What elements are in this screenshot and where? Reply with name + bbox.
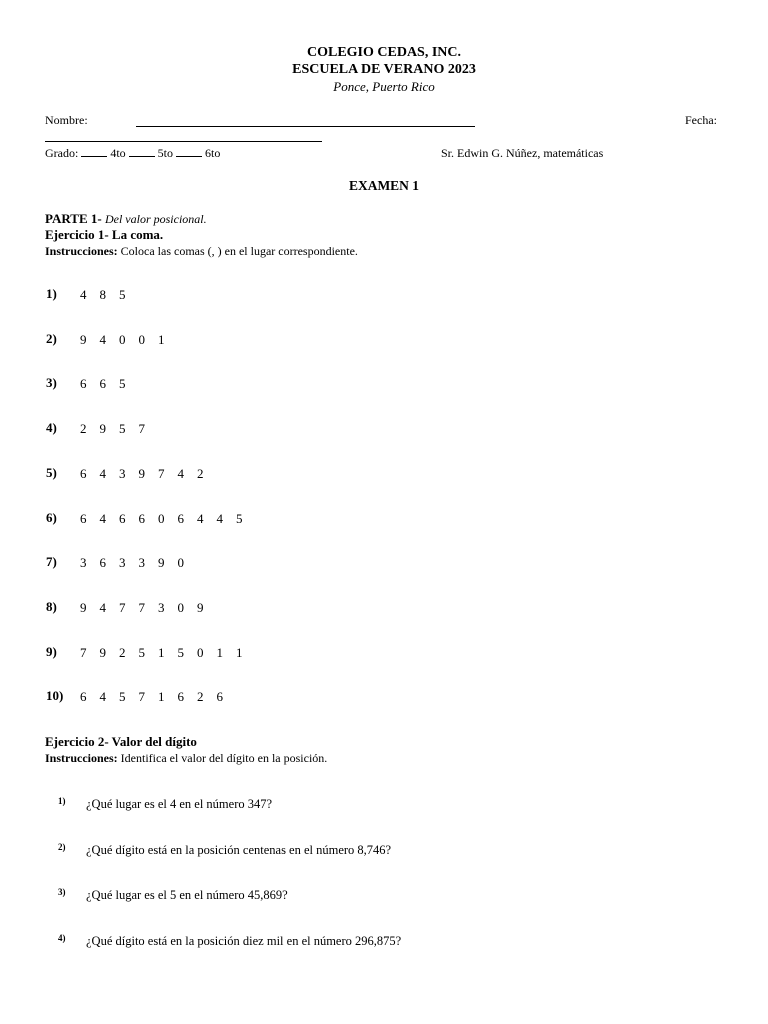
exam-title: EXAMEN 1 bbox=[348, 178, 420, 193]
teacher-name: Sr. Edwin G. Núñez, matemáticas bbox=[441, 146, 604, 160]
exercise1-item-digits: 6 4 6 6 0 6 4 4 5 bbox=[80, 511, 243, 526]
exercise1-item-digits: 3 6 3 3 9 0 bbox=[80, 555, 184, 570]
exercise2-question-label: 3) bbox=[58, 887, 66, 897]
name-field[interactable] bbox=[136, 113, 475, 127]
exercise1-item-digits: 9 4 7 7 3 0 9 bbox=[80, 600, 204, 615]
grade-label: Grado: bbox=[45, 146, 79, 160]
exercise1-item-label: 4) bbox=[46, 420, 57, 435]
exercise1-item-label: 1) bbox=[46, 286, 57, 301]
exercise2-question-text: ¿Qué lugar es el 4 en el número 347? bbox=[86, 797, 273, 811]
grade-option-5to: 5to bbox=[157, 146, 174, 160]
grade-blank-4to[interactable] bbox=[81, 156, 107, 157]
location: Ponce, Puerto Rico bbox=[333, 79, 435, 94]
exercise2-question-label: 4) bbox=[58, 933, 66, 943]
exercise2-instructions-label: Instrucciones: bbox=[45, 751, 118, 765]
exercise2-question-text: ¿Qué dígito está en la posición diez mil en el número 296,875? bbox=[86, 934, 402, 948]
exercise2-question-text: ¿Qué dígito está en la posición centenas en el número 8,746? bbox=[86, 843, 392, 857]
name-label: Nombre: bbox=[45, 113, 88, 127]
part1-subtitle: Del valor posicional. bbox=[104, 212, 207, 226]
exercise1-item-label: 5) bbox=[46, 465, 57, 480]
exercise2-question-label: 2) bbox=[58, 842, 66, 852]
exercise1-item-digits: 6 6 5 bbox=[80, 376, 126, 391]
exercise1-instructions bbox=[45, 244, 358, 259]
date-label: Fecha: bbox=[685, 113, 717, 127]
exercise1-instructions-text: Coloca las comas (, ) en el lugar correspondiente. bbox=[120, 244, 358, 258]
exercise1-item-digits: 4 8 5 bbox=[80, 287, 126, 302]
exercise1-item-digits: 6 4 3 9 7 4 2 bbox=[80, 466, 204, 481]
grade-blank-5to[interactable] bbox=[129, 156, 155, 157]
grade-row bbox=[45, 146, 220, 161]
grade-option-4to: 4to bbox=[110, 146, 126, 160]
exercise1-item-digits: 7 9 2 5 1 5 0 1 1 bbox=[80, 645, 243, 660]
exercise1-item-label: 3) bbox=[46, 375, 57, 390]
exercise1-item-digits: 9 4 0 0 1 bbox=[80, 332, 165, 347]
part1-label: PARTE 1- bbox=[45, 211, 102, 226]
exercise1-item-label: 8) bbox=[46, 599, 57, 614]
part1-heading bbox=[45, 211, 207, 227]
exercise1-title: Ejercicio 1- La coma. bbox=[45, 227, 164, 242]
exercise1-item-label: 7) bbox=[46, 554, 57, 569]
exercise2-instructions bbox=[45, 751, 327, 766]
grade-option-6to: 6to bbox=[205, 146, 221, 160]
exercise1-item-label: 9) bbox=[46, 644, 57, 659]
exercise1-item-digits: 6 4 5 7 1 6 2 6 bbox=[80, 689, 223, 704]
exercise2-question-label: 1) bbox=[58, 796, 66, 806]
exercise1-item-label: 6) bbox=[46, 510, 57, 525]
program-name: ESCUELA DE VERANO 2023 bbox=[292, 62, 476, 77]
exercise1-item-label: 10) bbox=[46, 688, 64, 703]
school-name: COLEGIO CEDAS, INC. bbox=[306, 45, 462, 60]
exercise2-instructions-text: Identifica el valor del dígito en la posición. bbox=[120, 751, 328, 765]
exercise2-question-text: ¿Qué lugar es el 5 en el número 45,869? bbox=[86, 888, 288, 902]
exercise1-item-digits: 2 9 5 7 bbox=[80, 421, 145, 436]
exercise1-item-label: 2) bbox=[46, 331, 57, 346]
date-field[interactable] bbox=[45, 128, 322, 142]
exercise1-instructions-label: Instrucciones: bbox=[45, 244, 118, 258]
grade-blank-6to[interactable] bbox=[176, 156, 202, 157]
exercise2-title: Ejercicio 2- Valor del dígito bbox=[45, 734, 197, 749]
